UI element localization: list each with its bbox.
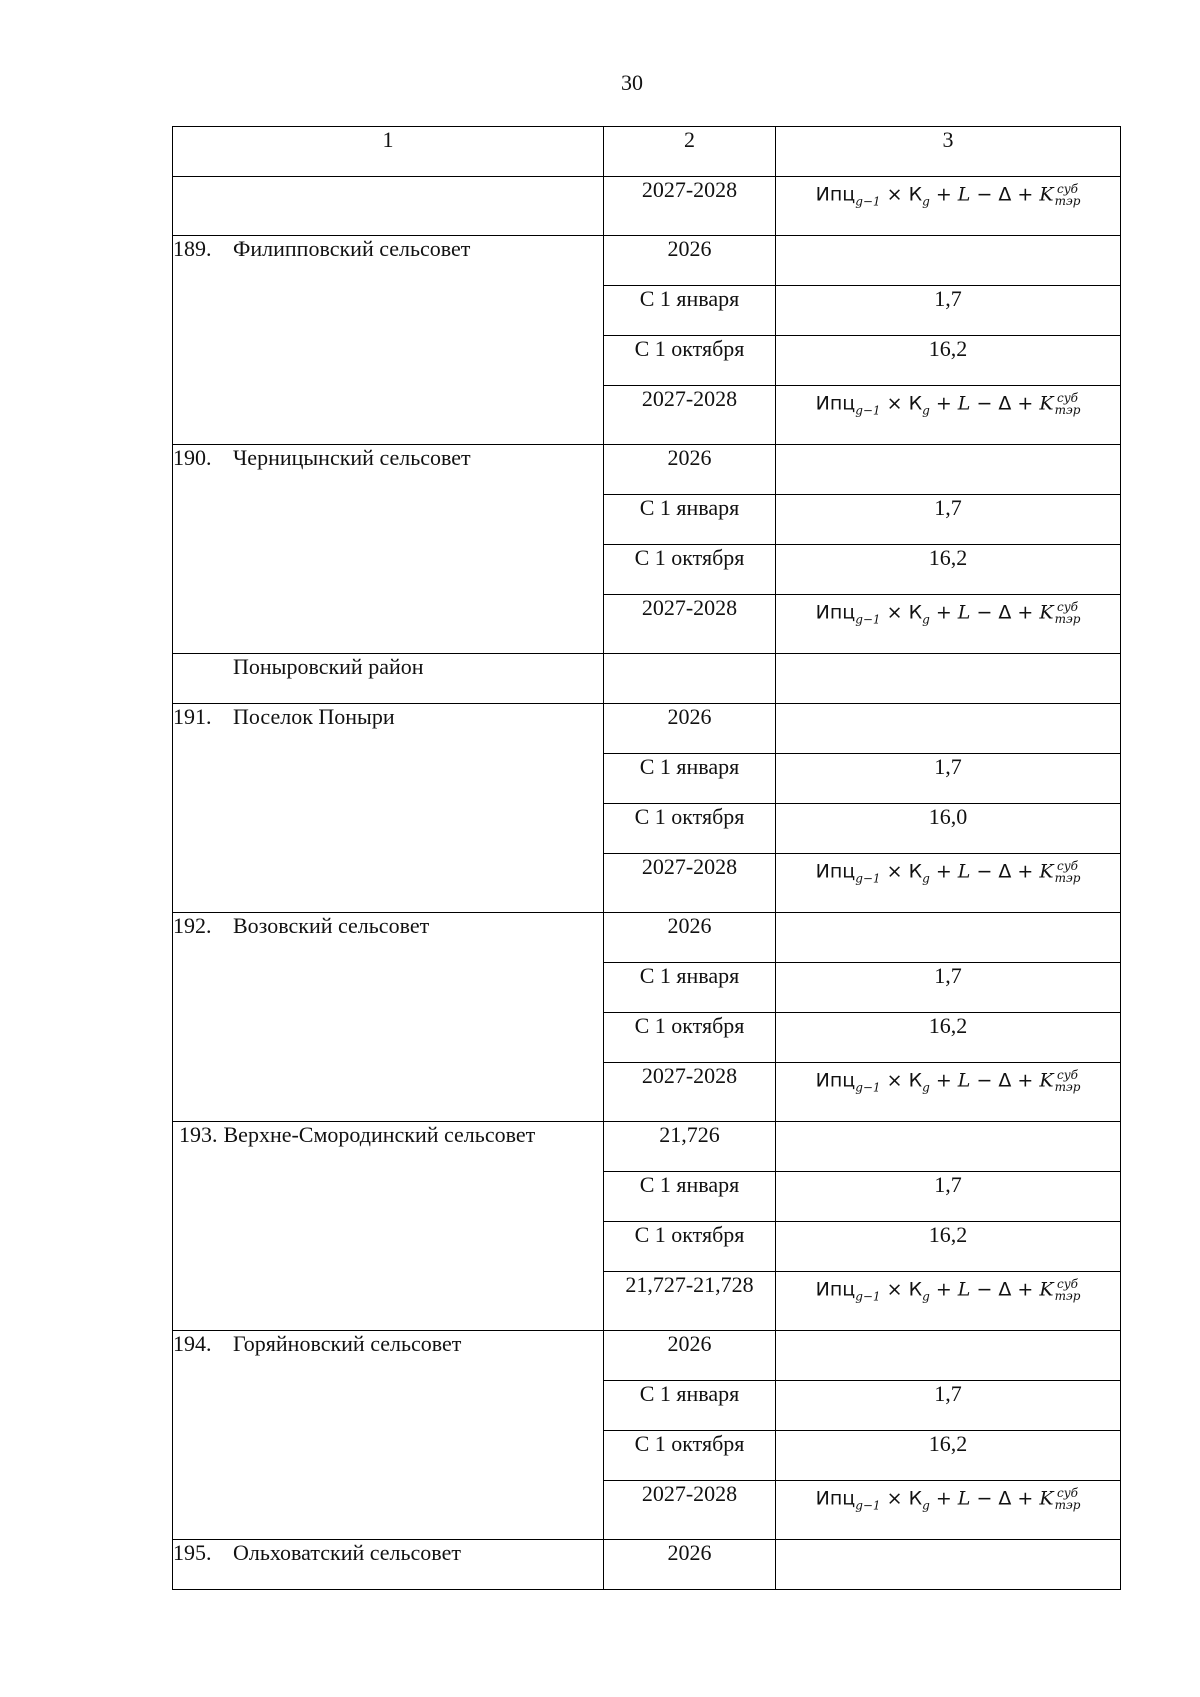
row-number: 192. [173,913,212,938]
row-number: 189. [173,236,212,261]
formula-k: К [908,392,923,415]
settlement-name: Ольховатский сельсовет [233,1540,461,1565]
value-cell [776,445,1121,495]
tariff-formula [816,1487,1081,1512]
value-cell [776,704,1121,754]
period-cell: С 1 января [604,754,776,804]
period-cell: 2026 [604,704,776,754]
formula-kter: K [1039,1278,1054,1301]
formula-k: К [908,860,923,883]
formula-kter-subscript: тэр [1054,194,1081,208]
formula-plus-l: + L [935,392,971,415]
formula-kter: K [1039,860,1054,883]
table-row [173,1540,1121,1590]
formula-cell [776,1272,1121,1331]
period-cell: С 1 января [604,963,776,1013]
value-cell: 1,7 [776,495,1121,545]
page-number: 30 [621,70,643,95]
value-cell: 1,7 [776,963,1121,1013]
row-number: 191. [173,704,212,729]
formula-kter-superscript: суб [1056,182,1078,196]
value-cell [776,1331,1121,1381]
period-cell: 2026 [604,236,776,286]
period-cell: 2026 [604,1331,776,1381]
formula-kter: K [1039,183,1054,206]
formula-cell [776,1063,1121,1122]
formula-kter-superscript: суб [1056,1277,1078,1291]
formula-minus-delta: − Δ + [976,183,1034,206]
formula-kter: K [1039,392,1054,415]
formula-base-subscript: g−1 [855,1080,881,1095]
period-cell: 21,727-21,728 [604,1272,776,1331]
row-number: 193. [179,1122,218,1147]
formula-base: Ипц [815,1278,856,1301]
formula-kter-superscript: суб [1056,1068,1078,1082]
settlement-name: Горяйновский сельсовет [233,1331,462,1356]
header-cell-3: 3 [776,127,1121,177]
formula-base: Ипц [815,1487,856,1510]
value-cell [776,1122,1121,1172]
value-cell [776,236,1121,286]
formula-times: × [886,860,903,883]
formula-kter-superscript: суб [1056,1486,1078,1500]
tariff-formula [816,392,1081,417]
formula-plus-l: + L [935,1069,971,1092]
period-cell: С 1 января [604,1381,776,1431]
header-cell-2: 2 [604,127,776,177]
table-row [173,1331,1121,1381]
formula-k: К [908,601,923,624]
row-number: 195. [173,1540,212,1565]
period-cell: С 1 октября [604,1222,776,1272]
settlement-cell [173,913,604,1122]
formula-k-subscript: g [922,194,930,209]
value-cell: 16,2 [776,1013,1121,1063]
formula-plus-l: + L [935,601,971,624]
settlement-cell [173,1540,604,1590]
header-cell-1: 1 [173,127,604,177]
value-cell: 16,0 [776,804,1121,854]
value-cell [776,913,1121,963]
formula-k-subscript: g [922,1080,930,1095]
value-cell: 16,2 [776,1431,1121,1481]
formula-base: Ипц [815,392,856,415]
formula-k-subscript: g [922,612,930,627]
tariff-formula [816,1069,1081,1094]
formula-cell [776,854,1121,913]
table-row [173,1122,1121,1172]
settlement-name: Поселок Поныри [233,704,395,729]
settlement-cell [173,236,604,445]
formula-base-subscript: g−1 [855,1498,881,1513]
period-cell: 2026 [604,913,776,963]
formula-kter: K [1039,1069,1054,1092]
formula-k: К [908,1278,923,1301]
formula-k: К [908,1487,923,1510]
formula-kter-subscript: тэр [1054,1289,1081,1303]
formula-k-subscript: g [922,403,930,418]
formula-minus-delta: − Δ + [976,1278,1034,1301]
settlement-cell [173,704,604,913]
settlement-name: Филипповский сельсовет [233,236,471,261]
formula-minus-delta: − Δ + [976,392,1034,415]
period-cell: С 1 октября [604,1431,776,1481]
period-cell: 2027-2028 [604,1063,776,1122]
value-cell [776,654,1121,704]
formula-base-subscript: g−1 [855,612,881,627]
formula-kter-subscript: тэр [1054,1080,1081,1094]
table-row [173,913,1121,963]
settlement-cell [173,1122,604,1331]
formula-times: × [886,392,903,415]
value-cell: 1,7 [776,286,1121,336]
settlement-cell [173,1331,604,1540]
settlement-cell [173,445,604,654]
formula-minus-delta: − Δ + [976,1487,1034,1510]
formula-base: Ипц [815,1069,856,1092]
formula-plus-l: + L [935,860,971,883]
value-cell: 1,7 [776,1172,1121,1222]
formula-k-subscript: g [922,1289,930,1304]
tariff-table [172,126,1121,1590]
formula-minus-delta: − Δ + [976,1069,1034,1092]
table-row [173,654,1121,704]
formula-plus-l: + L [935,1487,971,1510]
formula-plus-l: + L [935,183,971,206]
formula-base-subscript: g−1 [855,1289,881,1304]
formula-base-subscript: g−1 [855,403,881,418]
tariff-formula [816,601,1081,626]
period-cell: С 1 октября [604,545,776,595]
period-cell: 2026 [604,445,776,495]
value-cell [776,1540,1121,1590]
formula-times: × [886,1278,903,1301]
value-cell: 1,7 [776,1381,1121,1431]
formula-base: Ипц [815,860,856,883]
period-cell: 2027-2028 [604,177,776,236]
table-row [173,445,1121,495]
row-number: 190. [173,445,212,470]
settlement-name: Верхне-Смородинский сельсовет [223,1122,536,1147]
value-cell: 16,2 [776,545,1121,595]
formula-times: × [886,601,903,624]
formula-k: К [908,1069,923,1092]
formula-kter-subscript: тэр [1054,1498,1081,1512]
period-cell: С 1 октября [604,804,776,854]
formula-kter-subscript: тэр [1054,612,1081,626]
period-cell: С 1 октября [604,336,776,386]
settlement-name: Возовский сельсовет [233,913,430,938]
formula-k-subscript: g [922,1498,930,1513]
period-cell: 2027-2028 [604,386,776,445]
empty-cell [173,177,604,236]
formula-plus-l: + L [935,1278,971,1301]
period-cell: 21,726 [604,1122,776,1172]
period-cell: 2027-2028 [604,595,776,654]
tariff-formula [816,1278,1081,1303]
period-cell: С 1 января [604,286,776,336]
formula-kter-superscript: суб [1056,859,1078,873]
period-cell: С 1 октября [604,1013,776,1063]
formula-times: × [886,1069,903,1092]
period-cell: 2027-2028 [604,1481,776,1540]
period-cell: С 1 января [604,1172,776,1222]
formula-kter: K [1039,601,1054,624]
formula-kter: K [1039,1487,1054,1510]
period-cell: С 1 января [604,495,776,545]
table-row [173,236,1121,286]
settlement-name: Поныровский район [233,654,424,679]
tariff-formula [816,860,1081,885]
formula-base: Ипц [815,183,856,206]
period-cell [604,654,776,704]
period-cell: 2027-2028 [604,854,776,913]
formula-times: × [886,1487,903,1510]
table-row [173,177,1121,236]
formula-base-subscript: g−1 [855,194,881,209]
formula-k-subscript: g [922,871,930,886]
value-cell: 16,2 [776,1222,1121,1272]
formula-kter-superscript: суб [1056,600,1078,614]
formula-times: × [886,183,903,206]
formula-base-subscript: g−1 [855,871,881,886]
formula-base: Ипц [815,601,856,624]
formula-cell [776,1481,1121,1540]
formula-kter-subscript: тэр [1054,871,1081,885]
settlement-name: Черницынский сельсовет [233,445,471,470]
row-number: 194. [173,1331,212,1356]
formula-minus-delta: − Δ + [976,601,1034,624]
value-cell: 1,7 [776,754,1121,804]
value-cell: 16,2 [776,336,1121,386]
formula-minus-delta: − Δ + [976,860,1034,883]
formula-kter-subscript: тэр [1054,403,1081,417]
formula-kter-superscript: суб [1056,391,1078,405]
header-row [173,127,1121,177]
settlement-cell [173,654,604,704]
formula-cell [776,386,1121,445]
formula-k: К [908,183,923,206]
formula-cell [776,595,1121,654]
tariff-formula [816,183,1081,208]
period-cell: 2026 [604,1540,776,1590]
table-row [173,704,1121,754]
formula-cell [776,177,1121,236]
